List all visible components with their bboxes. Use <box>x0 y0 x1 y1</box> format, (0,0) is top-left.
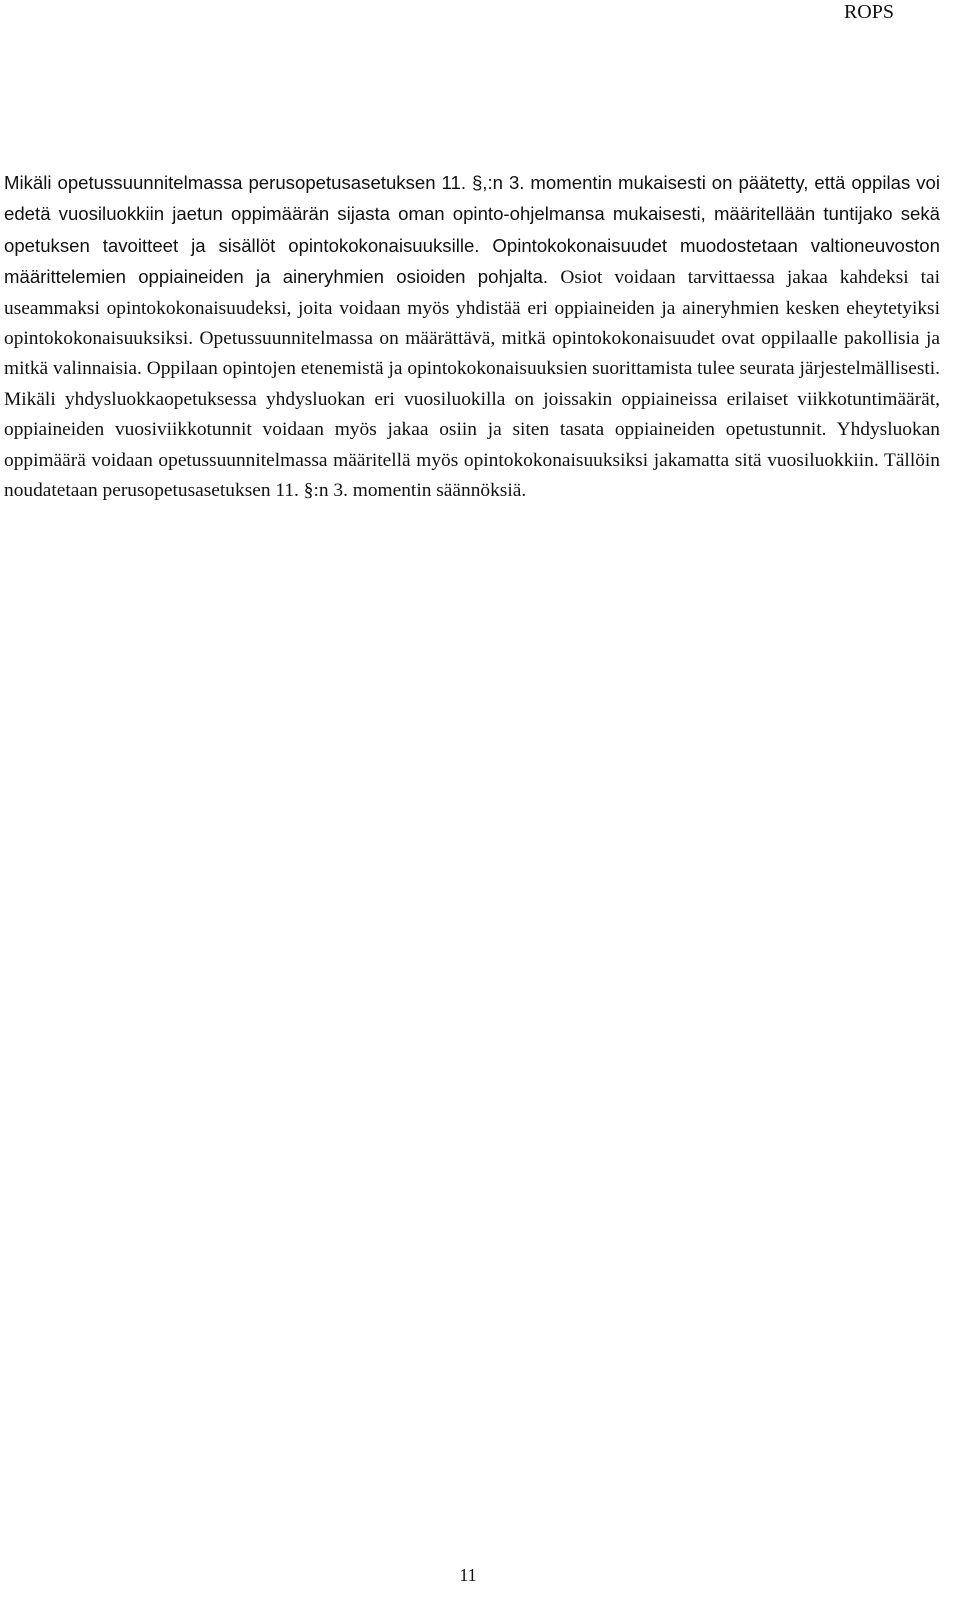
body-paragraph <box>4 168 940 506</box>
document-body <box>4 168 940 506</box>
running-header: ROPS <box>843 1 894 23</box>
paragraph-segment-sans: Mikäli opetussuunnitelmassa perusopetusasetuksen 11. §,:n 3. momentin mukaisesti on päätetty, että oppilas voi edetä vuosiluokkiin jaetun oppimäärän sijasta oman opinto-ohjelmansa mukaisesti, määritellään tuntijako sekä opetuksen tavoitteet ja sisällöt opintokokonaisuuksille. Opintokokonaisuudet muodostetaan valtioneuvoston määrittelemien oppiaineiden ja aineryhmien osioiden pohjalta. <box>4 172 940 288</box>
page-number: 11 <box>459 1565 477 1585</box>
paragraph-segment-serif: Osiot voidaan tarvittaessa jakaa kahdeksi tai useammaksi opintokokonaisuudeksi, joita voidaan myös yhdistää eri oppiaineiden ja aineryhmien kesken eheytetyiksi opintokokonaisuuksiksi. Opetussuunnitelmassa on määrättävä, mitkä opintokokonaisuudet ovat oppilaalle pakollisia ja mitkä valinnaisia. Oppilaan opintojen etenemistä ja opintokokonaisuuksien suorittamista tulee seurata järjestelmällisesti. Mikäli yhdysluokkaopetuksessa yhdysluokan eri vuosiluokilla on joissakin oppiaineissa erilaiset viikkotuntimäärät, oppiaineiden vuosiviikkotunnit voidaan myös jakaa osiin ja siten tasata oppiaineiden opetustunnit. Yhdysluokan oppimäärä voidaan opetussuunnitelmassa määritellä myös opintokokonaisuuksiksi jakamatta sitä vuosiluokkiin. Tällöin noudatetaan perusopetusasetuksen 11. §:n 3. momentin säännöksiä. <box>4 267 940 502</box>
